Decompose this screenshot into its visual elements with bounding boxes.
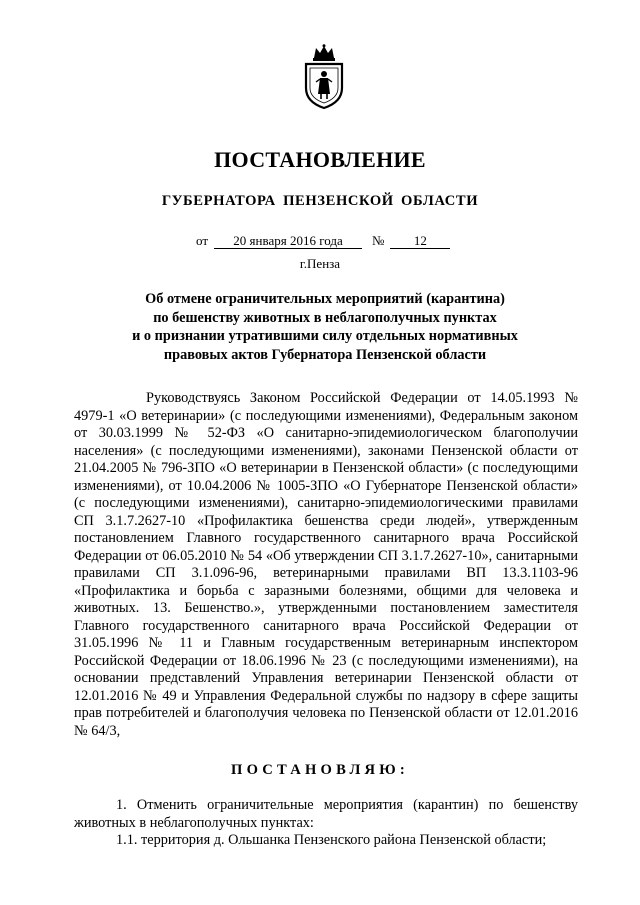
document-city: г.Пенза bbox=[299, 256, 341, 271]
decree-items bbox=[74, 797, 578, 850]
document-body bbox=[74, 390, 578, 740]
document-subtitle: ГУБЕРНАТОРА ПЕНЗЕНСКОЙ ОБЛАСТИ bbox=[161, 193, 479, 209]
decree-word: ПОСТАНОВЛЯЮ: bbox=[231, 762, 409, 778]
date-prefix: от bbox=[196, 233, 209, 248]
heading-line: по бешенству животных в неблагополучных пунктах bbox=[153, 309, 497, 326]
document-date: 20 января 2016 года bbox=[214, 234, 362, 249]
decree-item: 1. Отменить ограничительные мероприятия (карантин) по бешенству животных в неблагополучных пунктах: bbox=[74, 797, 578, 831]
heading-line: и о признании утратившими силу отдельных нормативных bbox=[132, 328, 518, 344]
heading-line: Об отмене ограничительных мероприятий (карантина) bbox=[145, 291, 505, 307]
date-number-line bbox=[196, 233, 450, 249]
number-label: № bbox=[372, 233, 385, 248]
preamble-paragraph: Руководствуясь Законом Российской Федерации от 14.05.1993 № 4979-1 «О ветеринарии» (с последующими изменениями), Федеральным законом от 30.03.1999 № 52-ФЗ «О санитарно-эпидемиологическом благополучии населения» (с последующими изменениями), законами Пензенской области от 21.04.2005 № 796-ЗПО «О ветеринарии в Пензенской области» (с последующими изменениями), от 10.04.2006 № 1005-ЗПО «О Губернаторе Пензенской области» (с последующими изменениями), санитарно-эпидемиологическими правилами СП 3.1.7.2627-10 «Профилактика бешенства среди людей», утвержденным постановлением Главного государственного санитарного врача Российской Федерации от 06.05.2010 № 54 «Об утверждении СП 3.1.7.2627-10», санитарными правилами СП 3.1.096-96, ветеринарными правилами ВП 13.3.1103-96 «Профилактика и борьба с заразными болезнями, общими для человека и животных. 13. Бешенство.», утвержденными постановлением заместителя Главного государственного санитарного врача Российской Федерации от 31.05.1996 № 11 и Главным государственным ветеринарным инспектором Российской Федерации от 18.06.1996 № 23 (с последующими изменениями), на основании представлений Управления ветеринарии Пензенской области от 12.01.2016 № 49 и Управления Федеральной службы по надзору в сфере защиты прав потребителей и благополучия человека по Пензенской области от 12.01.2016 № 64/3, bbox=[74, 390, 578, 739]
decree-item: 1.1. территория д. Ольшанка Пензенского района Пензенской области; bbox=[116, 832, 547, 848]
heading-line: правовых актов Губернатора Пензенской области bbox=[163, 346, 487, 363]
coat-of-arms-icon bbox=[302, 44, 346, 110]
document-number: 12 bbox=[390, 234, 450, 249]
document-title: ПОСТАНОВЛЕНИЕ bbox=[214, 147, 426, 172]
document-heading bbox=[60, 290, 590, 364]
